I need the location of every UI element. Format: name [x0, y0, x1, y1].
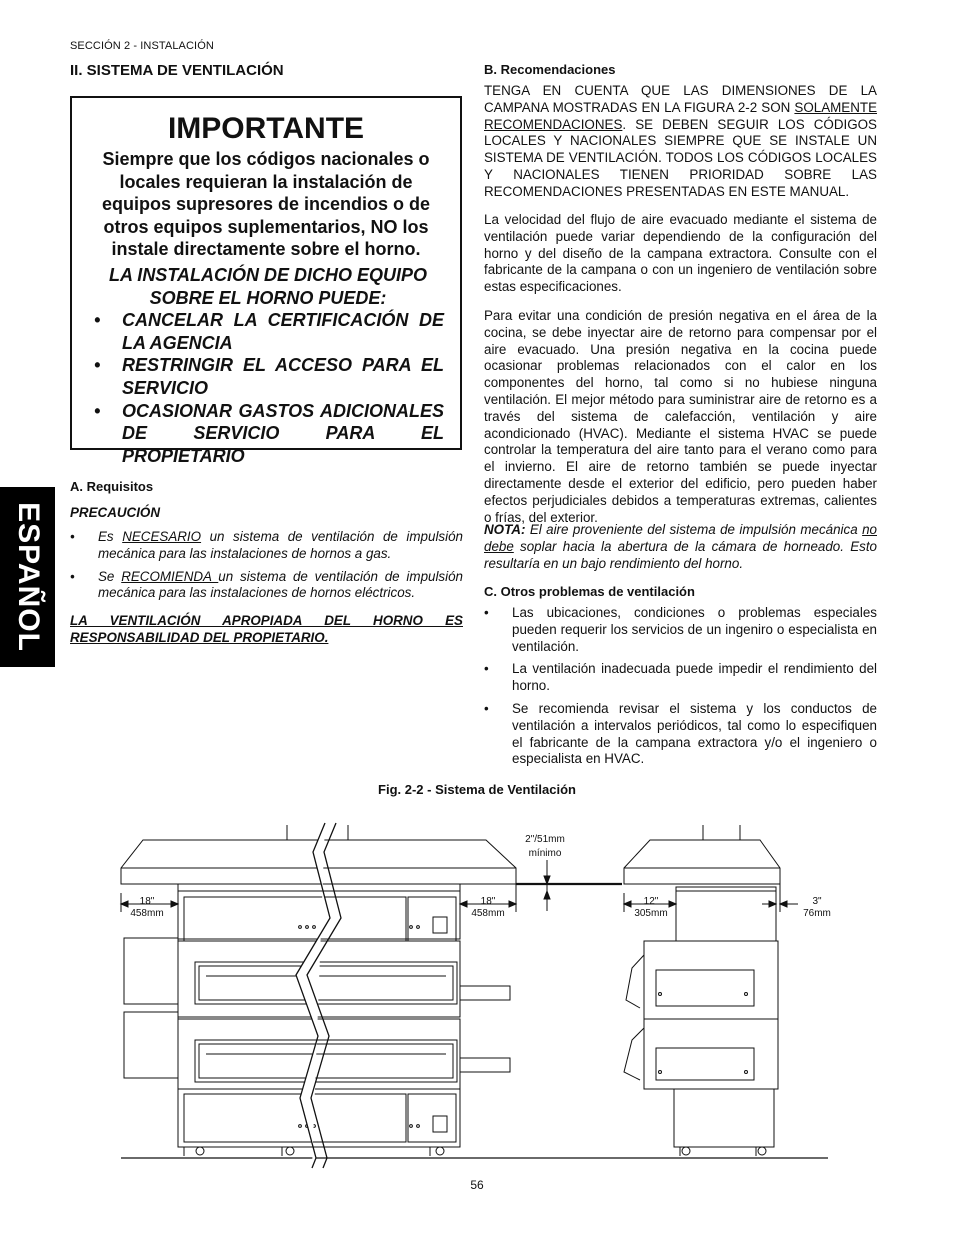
warning-item: • RESTRINGIR EL ACCESO PARA EL SERVICIO	[94, 355, 444, 398]
important-body: Siempre que los códigos nacionales o locales requieran la instalación de equipos supresores de incendios o de otros equipos suplementarios, NO los instale directamente sobre el horno.	[101, 149, 431, 260]
section-label: SECCIÓN 2 - INSTALACIÓN	[70, 40, 214, 52]
dim-clearance-min: mínimo	[528, 848, 562, 859]
dim-3-in: 3"	[812, 896, 822, 907]
recomendaciones-heading: B. Recomendaciones	[484, 62, 616, 77]
page-number: 56	[470, 1178, 484, 1192]
dim-18b-mm: 458mm	[471, 908, 505, 919]
dim-18a-in: 18"	[139, 896, 155, 907]
dim-clearance: 2"/51mm	[525, 834, 565, 845]
warning-item: • CANCELAR LA CERTIFICACIÓN DE LA AGENCIA	[94, 310, 444, 353]
dim-3-mm: 76mm	[803, 908, 831, 919]
warning-item: • OCASIONAR GASTOS ADICIONALES DE SERVICIO PARA EL PROPIETARIO	[94, 400, 444, 466]
clearance-dimension	[516, 860, 622, 911]
dim-12-in: 12"	[643, 896, 659, 907]
language-tab: ESPAÑOL	[0, 487, 55, 667]
list-item: • Es NECESARIO un sistema de ventilación de impulsión mecánica para las instalaciones de hornos a gas.	[70, 529, 463, 561]
recomendaciones-paragraph: TENGA EN CUENTA QUE LAS DIMENSIONES DE LA CAMPANA MOSTRADAS EN LA FIGURA 2-2 SON SOLAMENTE RECOMENDACIONES. SE DEBEN SEGUIR LOS CÓDIGOS LOCALES Y NACIONALES SIEMPRE QUE SE INSTALE UN SISTEMA DE VENTILACIÓN. TODOS LOS CÓDIGOS LOCALES Y NACIONALES TIENEN PRIORIDAD SOBRE LAS RECOMENDACIONES PRESENTADAS EN ESTE MANUAL.	[484, 83, 877, 199]
otros-heading: C. Otros problemas de ventilación	[484, 584, 695, 599]
dim-12-mm: 305mm	[634, 908, 668, 919]
caution-label: PRECAUCIÓN	[70, 505, 161, 520]
owner-note: LA VENTILACIÓN APROPIADA DEL HORNO ES RESPONSABILIDAD DEL PROPIETARIO.	[70, 613, 463, 645]
list-item: • Las ubicaciones, condiciones o problemas especiales pueden requerir los servicios de un ingeniro o especialista en ventilación.	[484, 605, 877, 654]
negative-pressure-paragraph: Para evitar una condición de presión negativa en el área de la cocina, se debe inyectar aire de retorno para compensar por el aire evacuado. Una presión negativa en la cocina puede ocasionar problemas relacionados con el calor en los componentes del horno, tal como si no hubiese ninguna ventilación. El mejor método para suministrar aire de retorno es a través del sistema de calefacción, ventilación y aire acondicionado (HVAC). Mediante el sistema HVAC se puede controlar la temperatura del aire tanto para el verano como para el invierno. El aire de retorno también se puede inyectar directamente desde el exterior del edificio, pero pueden haber efectos perjudiciales debidos a temperaturas extremas, calientes o frías, del exterior.	[484, 308, 877, 525]
dim-18b-in: 18"	[480, 896, 496, 907]
list-item: • Se RECOMIENDA un sistema de ventilación de impulsión mecánica para las instalaciones de hornos eléctricos.	[70, 568, 463, 601]
list-item: • La ventilación inadecuada puede impedir el rendimiento del horno.	[484, 661, 877, 694]
side-dimension-3	[762, 884, 798, 912]
figure-caption: Fig. 2-2 - Sistema de Ventilación	[378, 782, 576, 797]
requisitos-heading: A. Requisitos	[70, 479, 154, 494]
side-oven	[624, 887, 778, 1156]
airflow-paragraph: La velocidad del flujo de aire evacuado mediante el sistema de ventilación puede variar dependiendo de la configuración del horno y del diseño de la campana extractora. Consulte con el fabricante de la campana o con un ingeniero de ventilación sobre estas especificaciones.	[484, 212, 877, 295]
note-paragraph: NOTA: El aire proveniente del sistema de impulsión mecánica no debe soplar hacia la abertura de la cámara de horneado. Esto resultaría en un bajo rendimiento del horno.	[484, 522, 877, 571]
list-item: • Se recomienda revisar el sistema y los conductos de ventilación a intervalos periódicos, tal como lo especifiquen el fabricante de la campana extractora y/o el ingeniero o especialista en HVAC.	[484, 700, 877, 767]
break-line	[296, 823, 341, 1168]
side-hood	[624, 825, 780, 884]
dim-18a-mm: 458mm	[130, 908, 164, 919]
important-lead: LA INSTALACIÓN DE DICHO EQUIPO SOBRE EL HORNO PUEDE:	[108, 265, 427, 308]
section-title: II. SISTEMA DE VENTILACIÓN	[70, 62, 284, 79]
important-title: IMPORTANTE	[167, 112, 365, 145]
